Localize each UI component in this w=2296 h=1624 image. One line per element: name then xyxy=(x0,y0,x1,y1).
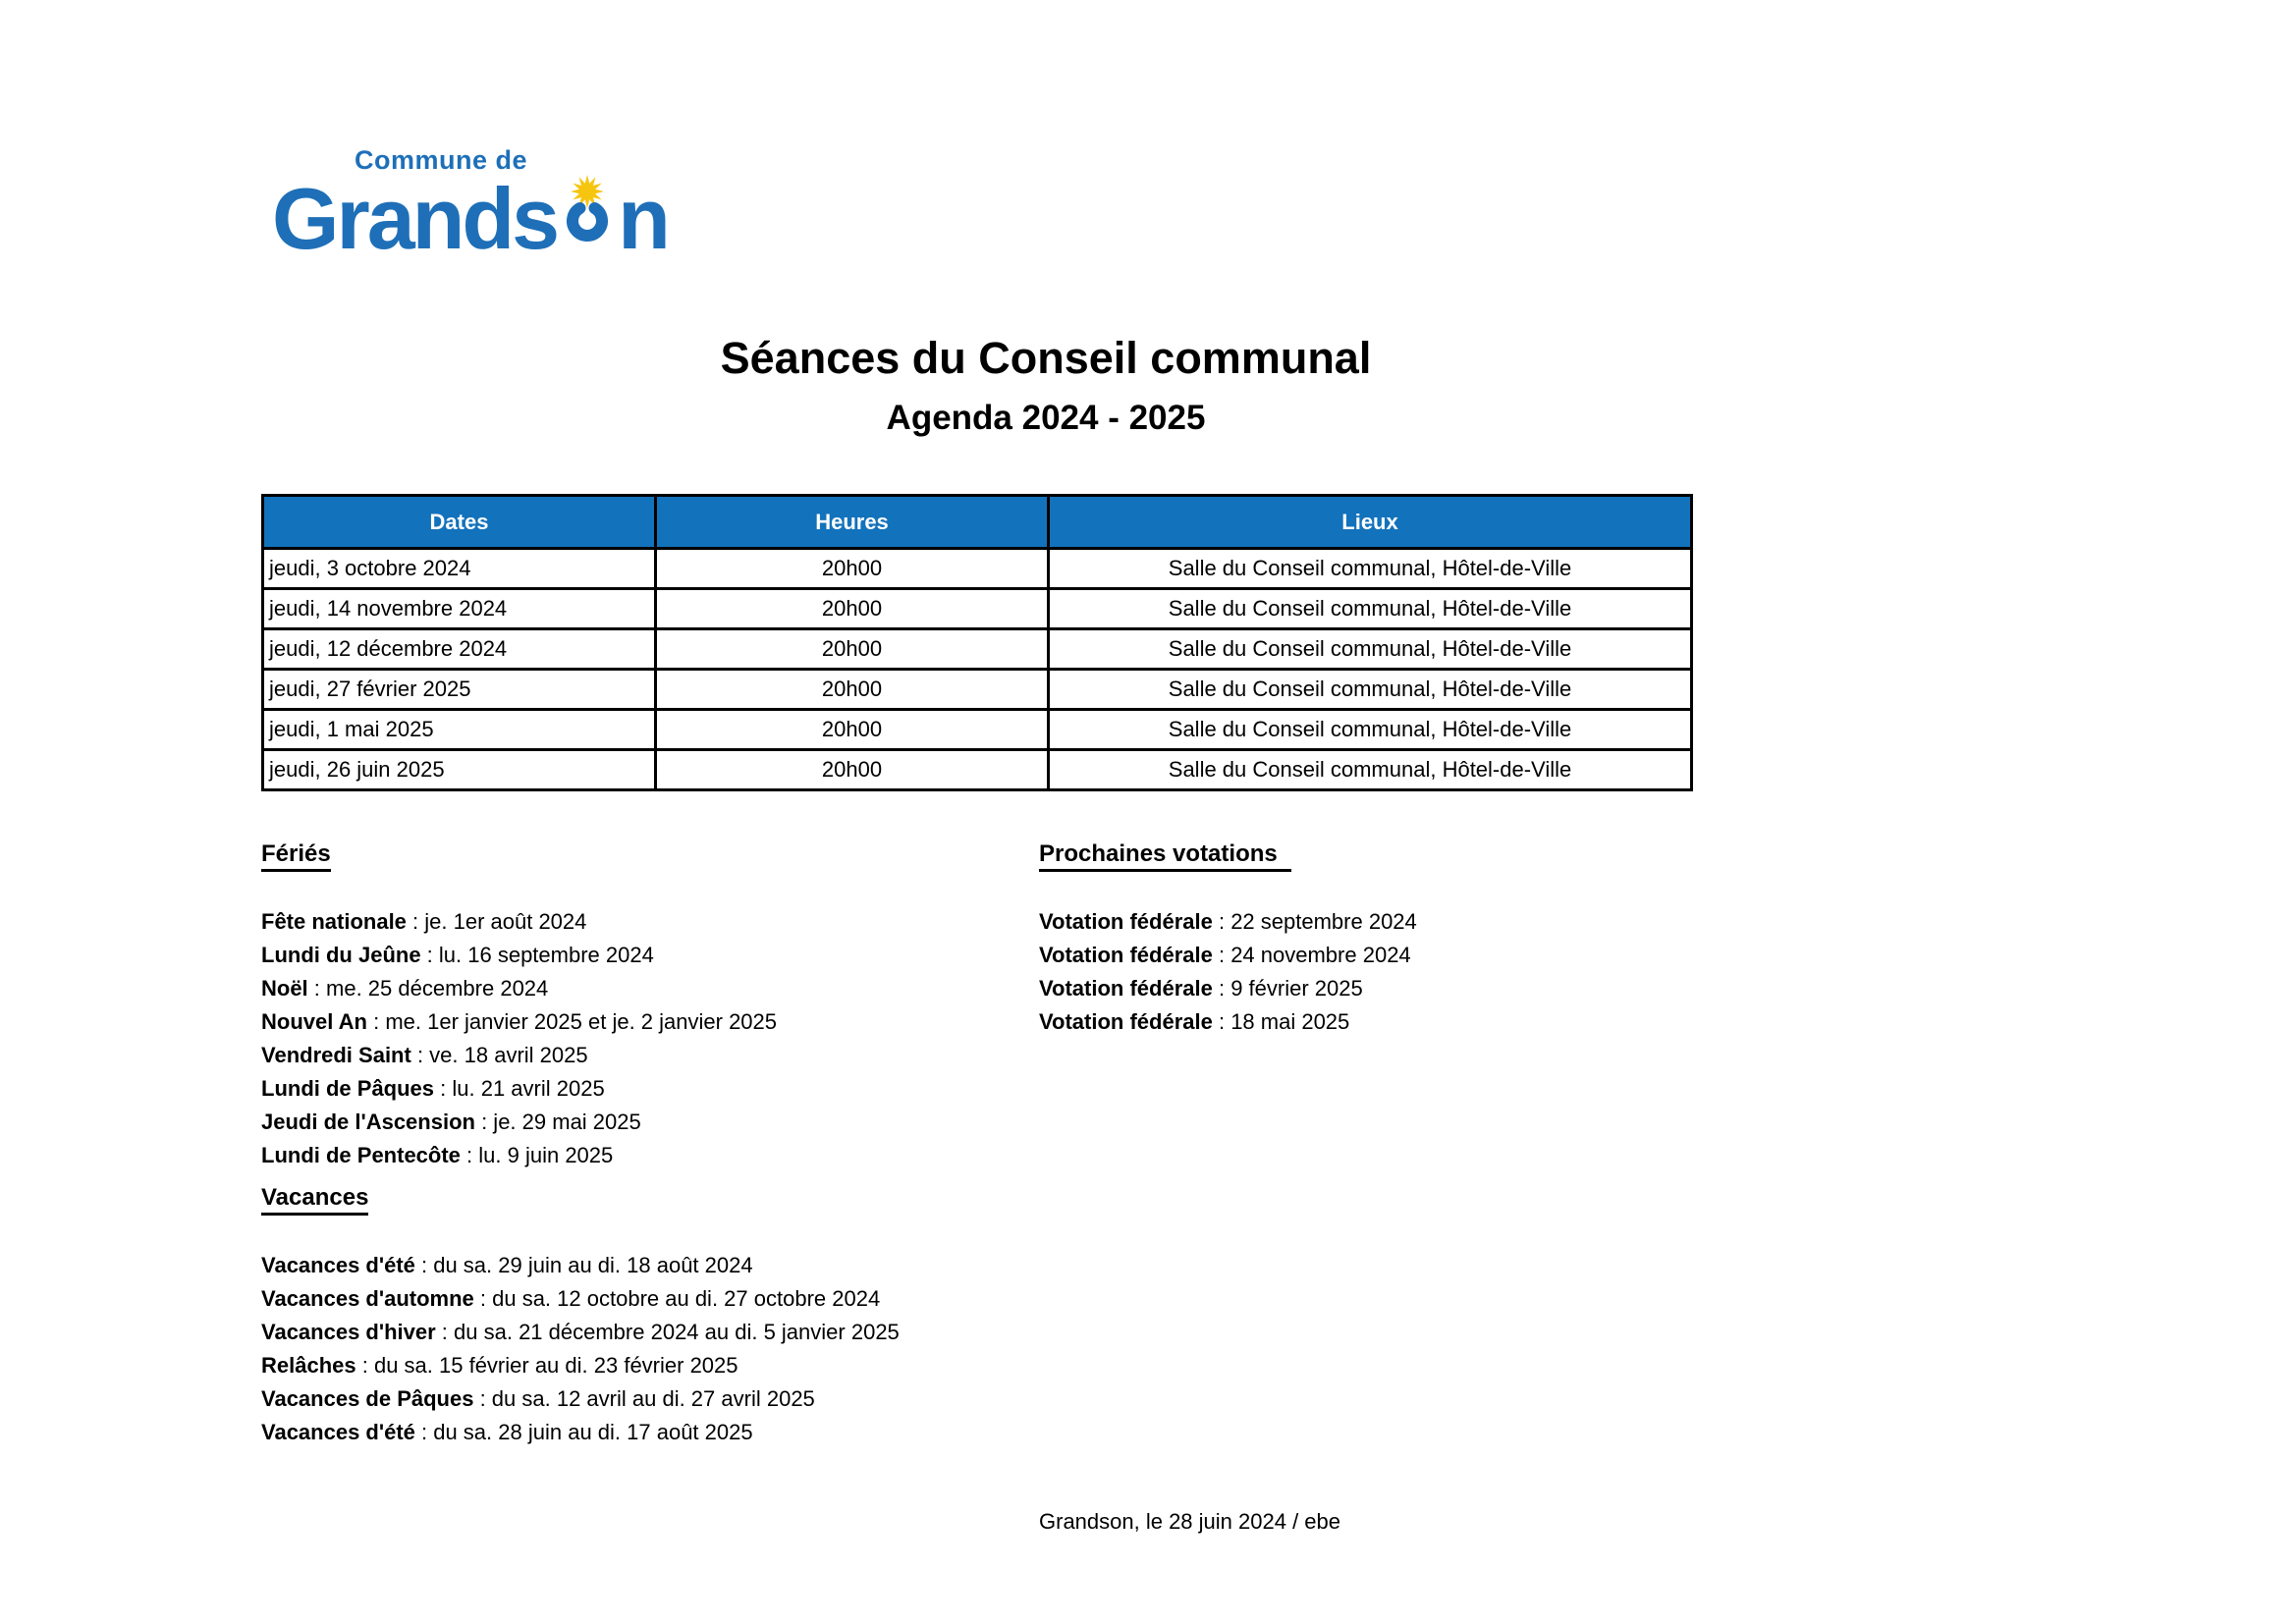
section-heading-vacances: Vacances xyxy=(261,1184,900,1216)
holiday-label: Fête nationale xyxy=(261,909,407,934)
vacation-label: Relâches xyxy=(261,1353,356,1378)
vacation-dates: : du sa. 21 décembre 2024 au di. 5 janvier 2025 xyxy=(435,1320,900,1344)
votation-label: Votation fédérale xyxy=(1039,1009,1213,1034)
holiday-label: Vendredi Saint xyxy=(261,1043,411,1067)
session-place-cell: Salle du Conseil communal, Hôtel-de-Ville xyxy=(1049,710,1692,750)
holiday-item xyxy=(261,972,777,1005)
logo-wordmark-suffix: n xyxy=(618,170,668,267)
votation-label: Votation fédérale xyxy=(1039,909,1213,934)
session-row xyxy=(263,710,1692,750)
logo-wordmark xyxy=(272,170,668,267)
holiday-item xyxy=(261,1139,777,1172)
vacation-label: Vacances d'hiver xyxy=(261,1320,436,1344)
holiday-label: Lundi de Pentecôte xyxy=(261,1143,461,1167)
session-row xyxy=(263,670,1692,710)
commune-grandson-logo xyxy=(272,145,668,267)
session-date-cell: jeudi, 14 novembre 2024 xyxy=(263,589,656,629)
votation-date: : 9 février 2025 xyxy=(1212,976,1363,1001)
holiday-label: Nouvel An xyxy=(261,1009,367,1034)
votation-date: : 18 mai 2025 xyxy=(1212,1009,1350,1034)
holiday-item xyxy=(261,1005,777,1039)
holiday-label: Lundi du Jeûne xyxy=(261,943,421,967)
session-time-cell: 20h00 xyxy=(656,589,1049,629)
session-place-cell: Salle du Conseil communal, Hôtel-de-Ville xyxy=(1049,670,1692,710)
votations-list xyxy=(1039,905,1417,1039)
sessions-table xyxy=(261,494,1693,791)
session-time-cell: 20h00 xyxy=(656,670,1049,710)
session-row xyxy=(263,589,1692,629)
sun-crescent-icon xyxy=(560,170,615,248)
table-header-row xyxy=(263,496,1692,549)
section-feries xyxy=(261,840,777,1172)
votation-label: Votation fédérale xyxy=(1039,976,1213,1001)
section-votations xyxy=(1039,840,1417,1039)
session-time-cell: 20h00 xyxy=(656,549,1049,589)
session-place-cell: Salle du Conseil communal, Hôtel-de-Ville xyxy=(1049,629,1692,670)
vacation-dates: : du sa. 29 juin au di. 18 août 2024 xyxy=(414,1253,753,1277)
session-place-cell: Salle du Conseil communal, Hôtel-de-Ville xyxy=(1049,589,1692,629)
session-date-cell: jeudi, 3 octobre 2024 xyxy=(263,549,656,589)
vacances-list xyxy=(261,1249,900,1449)
title-block xyxy=(589,334,1503,438)
holiday-item xyxy=(261,1106,777,1139)
page-subtitle: Agenda 2024 - 2025 xyxy=(886,399,1206,437)
logo-wordmark-prefix: Grands xyxy=(272,170,558,267)
holiday-item xyxy=(261,939,777,972)
session-row xyxy=(263,549,1692,589)
vacation-dates: : du sa. 12 octobre au di. 27 octobre 2024 xyxy=(473,1286,881,1311)
session-date-cell: jeudi, 12 décembre 2024 xyxy=(263,629,656,670)
feries-list xyxy=(261,905,777,1172)
vacation-item xyxy=(261,1416,900,1449)
session-date-cell: jeudi, 1 mai 2025 xyxy=(263,710,656,750)
table-header-cell: Dates xyxy=(263,496,656,549)
session-row xyxy=(263,750,1692,790)
session-place-cell: Salle du Conseil communal, Hôtel-de-Ville xyxy=(1049,549,1692,589)
votation-item xyxy=(1039,905,1417,939)
holiday-label: Lundi de Pâques xyxy=(261,1076,435,1101)
votation-date: : 24 novembre 2024 xyxy=(1212,943,1411,967)
vacation-dates: : du sa. 28 juin au di. 17 août 2025 xyxy=(414,1420,753,1444)
vacation-label: Vacances d'été xyxy=(261,1420,415,1444)
vacation-label: Vacances de Pâques xyxy=(261,1386,474,1411)
session-date-cell: jeudi, 26 juin 2025 xyxy=(263,750,656,790)
vacation-item xyxy=(261,1249,900,1282)
votation-date: : 22 septembre 2024 xyxy=(1212,909,1417,934)
holiday-label: Noël xyxy=(261,976,308,1001)
table-header-cell: Lieux xyxy=(1049,496,1692,549)
section-heading-feries: Fériés xyxy=(261,840,777,872)
vacation-label: Vacances d'été xyxy=(261,1253,415,1277)
table-header-cell: Heures xyxy=(656,496,1049,549)
holiday-item xyxy=(261,1072,777,1106)
holiday-date: : lu. 21 avril 2025 xyxy=(434,1076,605,1101)
footer-dateline: Grandson, le 28 juin 2024 / ebe xyxy=(1039,1509,1341,1534)
page-title: Séances du Conseil communal xyxy=(720,333,1372,383)
section-vacances xyxy=(261,1184,900,1449)
session-place-cell: Salle du Conseil communal, Hôtel-de-Ville xyxy=(1049,750,1692,790)
holiday-item xyxy=(261,1039,777,1072)
holiday-item xyxy=(261,905,777,939)
votation-item xyxy=(1039,939,1417,972)
votation-label: Votation fédérale xyxy=(1039,943,1213,967)
votation-item xyxy=(1039,1005,1417,1039)
session-time-cell: 20h00 xyxy=(656,629,1049,670)
holiday-date: : ve. 18 avril 2025 xyxy=(410,1043,588,1067)
holiday-date: : me. 1er janvier 2025 et je. 2 janvier 2025 xyxy=(366,1009,778,1034)
section-heading-votations: Prochaines votations xyxy=(1039,840,1417,872)
session-row xyxy=(263,629,1692,670)
vacation-item xyxy=(261,1349,900,1382)
holiday-date: : me. 25 décembre 2024 xyxy=(307,976,549,1001)
vacation-dates: : du sa. 15 février au di. 23 février 2025 xyxy=(355,1353,738,1378)
holiday-date: : je. 29 mai 2025 xyxy=(474,1110,641,1134)
vacation-item xyxy=(261,1382,900,1416)
holiday-date: : je. 1er août 2024 xyxy=(406,909,587,934)
vacation-label: Vacances d'automne xyxy=(261,1286,474,1311)
votation-item xyxy=(1039,972,1417,1005)
session-date-cell: jeudi, 27 février 2025 xyxy=(263,670,656,710)
vacation-item xyxy=(261,1282,900,1316)
vacation-dates: : du sa. 12 avril au di. 27 avril 2025 xyxy=(473,1386,815,1411)
session-time-cell: 20h00 xyxy=(656,710,1049,750)
holiday-label: Jeudi de l'Ascension xyxy=(261,1110,475,1134)
logo-tagline: Commune de xyxy=(355,145,528,175)
holiday-date: : lu. 16 septembre 2024 xyxy=(420,943,654,967)
holiday-date: : lu. 9 juin 2025 xyxy=(460,1143,614,1167)
session-time-cell: 20h00 xyxy=(656,750,1049,790)
vacation-item xyxy=(261,1316,900,1349)
